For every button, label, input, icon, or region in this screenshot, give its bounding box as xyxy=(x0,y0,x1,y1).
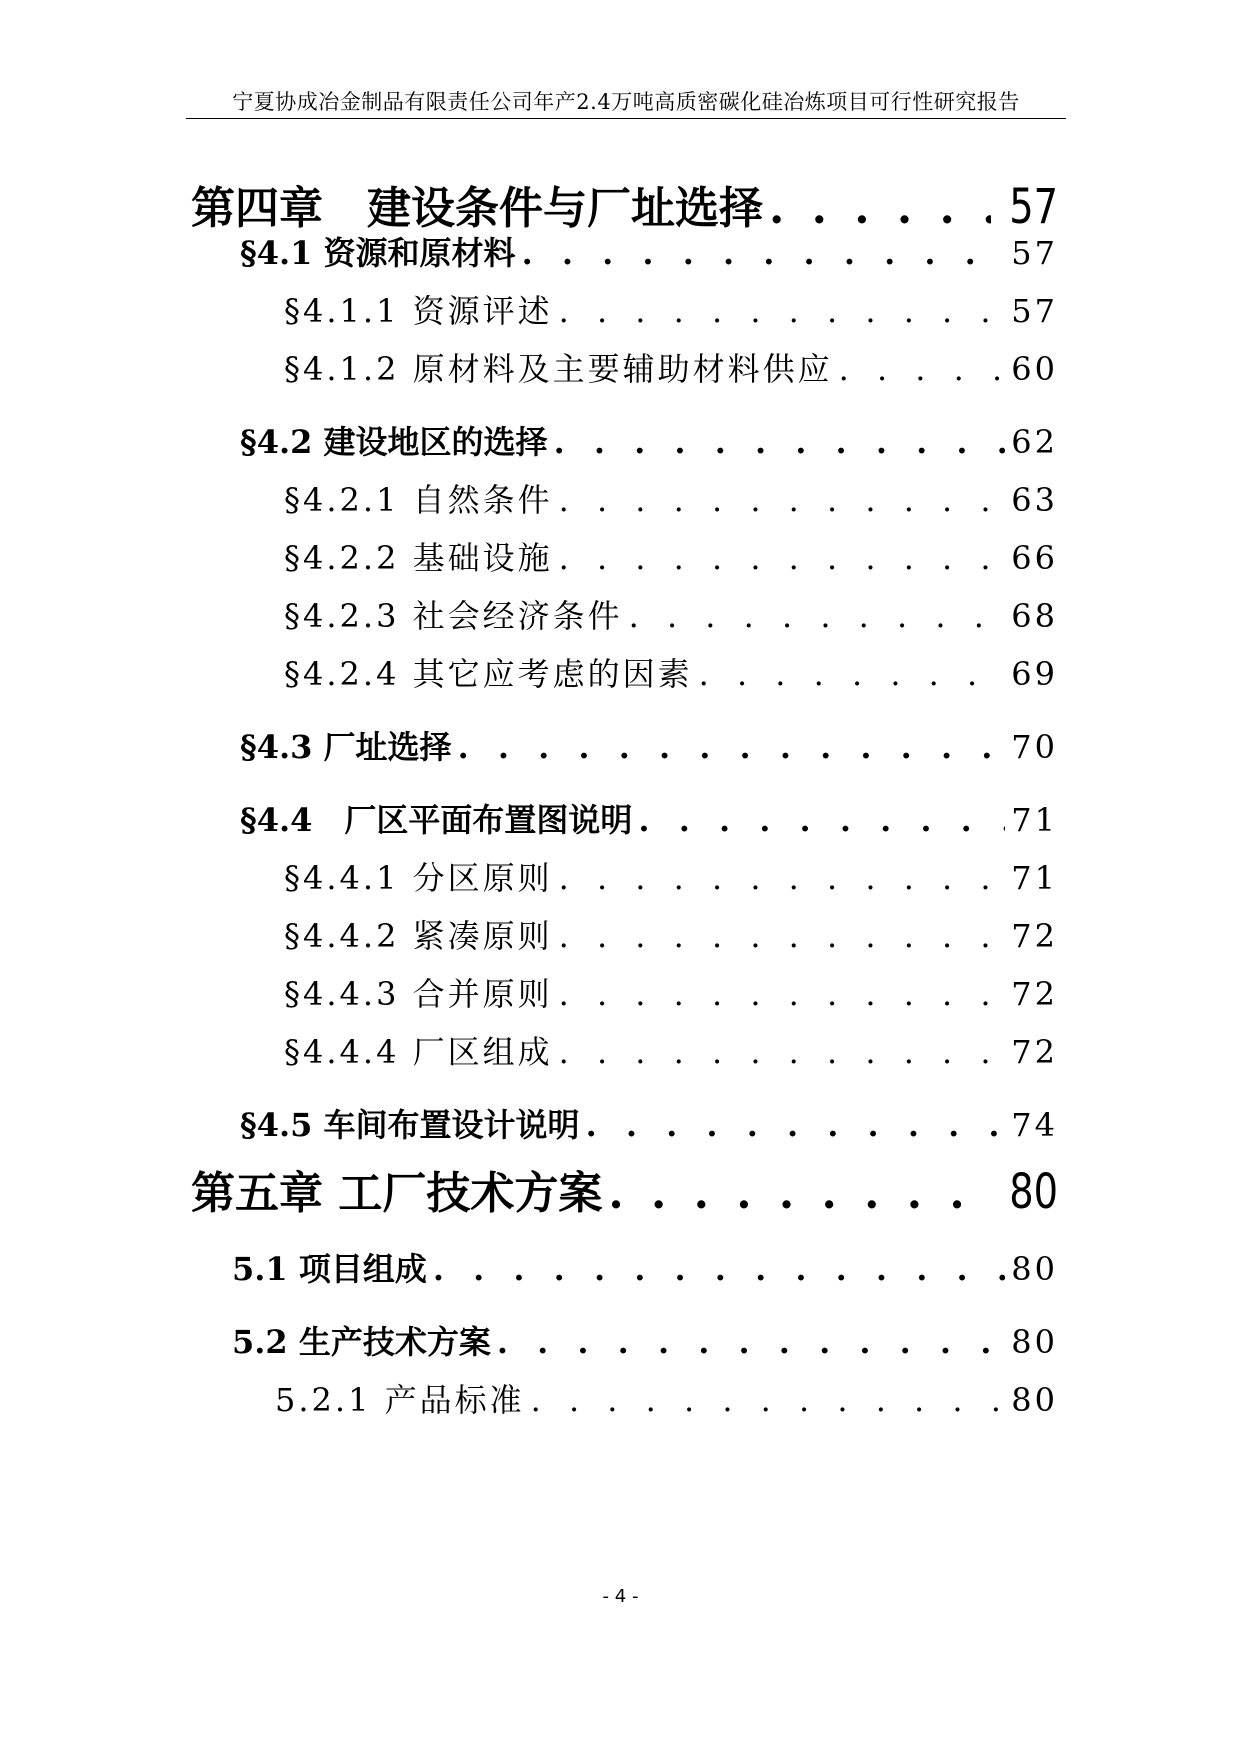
dot-leader xyxy=(531,1381,1006,1419)
toc-label: §4.1.2 原材料及主要辅助材料供应 xyxy=(284,350,833,388)
toc-page-number: 57 xyxy=(1011,234,1058,272)
toc-sub-4-2-4[interactable] xyxy=(284,649,1058,693)
toc-label: 5.1 项目组成 xyxy=(232,1250,427,1288)
toc-page-number: 66 xyxy=(1011,539,1058,577)
toc-section-4-1[interactable] xyxy=(240,228,1058,272)
toc-page-number: 80 xyxy=(1011,1250,1058,1288)
toc-sub-5-2-1[interactable] xyxy=(275,1375,1058,1419)
toc-page-number: 57 xyxy=(1009,179,1058,235)
toc-section-4-5[interactable] xyxy=(240,1100,1058,1144)
dot-leader xyxy=(839,350,1006,388)
toc-page-number: 70 xyxy=(1011,728,1058,766)
dot-leader xyxy=(554,423,1006,461)
dot-leader xyxy=(769,183,991,234)
toc-page-number: 71 xyxy=(1011,859,1058,897)
toc-page-number: 57 xyxy=(1011,292,1058,330)
dot-leader xyxy=(559,1033,1006,1071)
toc-page-number: 72 xyxy=(1011,917,1058,955)
toc-page-number: 74 xyxy=(1011,1106,1058,1144)
toc-label: §4.4.3 合并原则 xyxy=(284,975,553,1013)
running-header: 宁夏协成冶金制品有限责任公司年产2.4万吨高质密碳化硅冶炼项目可行性研究报告 xyxy=(232,90,1020,114)
toc-chapter-5[interactable] xyxy=(191,1157,1058,1220)
dot-leader xyxy=(458,728,1006,766)
toc-label: §4.1.1 资源评述 xyxy=(284,292,553,330)
toc-label: §4.5 车间布置设计说明 xyxy=(240,1106,580,1144)
toc-label: §4.2.2 基础设施 xyxy=(284,539,553,577)
toc-page-number: 80 xyxy=(1011,1323,1058,1361)
toc-label: 第五章 工厂技术方案 xyxy=(191,1168,603,1219)
toc-page-number: 60 xyxy=(1011,350,1058,388)
dot-leader xyxy=(559,481,1006,519)
toc-sub-4-4-4[interactable] xyxy=(284,1027,1058,1071)
toc-chapter-4[interactable] xyxy=(191,172,1058,235)
toc-section-4-3[interactable] xyxy=(240,722,1058,766)
dot-leader xyxy=(586,1106,1006,1144)
page-number-footer: - 4 - xyxy=(602,1586,639,1607)
toc-label: 第四章 建设条件与厂址选择 xyxy=(191,183,763,234)
dot-leader xyxy=(559,917,1006,955)
toc-label: §4.2.4 其它应考虑的因素 xyxy=(284,655,693,693)
toc-page-number: 63 xyxy=(1011,481,1058,519)
toc-label: §4.2 建设地区的选择 xyxy=(240,423,548,461)
toc-label: §4.4 厂区平面布置图说明 xyxy=(240,801,633,839)
toc-sub-4-4-2[interactable] xyxy=(284,911,1058,955)
dot-leader xyxy=(559,292,1006,330)
dot-leader xyxy=(433,1250,1005,1288)
toc-sub-4-2-3[interactable] xyxy=(284,591,1058,635)
toc-label: §4.4.1 分区原则 xyxy=(284,859,553,897)
toc-label: §4.2.1 自然条件 xyxy=(284,481,553,519)
toc-label: §4.2.3 社会经济条件 xyxy=(284,597,623,635)
toc-page-number: 71 xyxy=(1011,801,1058,839)
dot-leader xyxy=(559,859,1006,897)
toc-page-number: 62 xyxy=(1011,423,1058,461)
toc-section-4-4[interactable] xyxy=(240,795,1058,839)
dot-leader xyxy=(638,801,1005,839)
toc-sub-4-2-1[interactable] xyxy=(284,475,1058,519)
toc-sub-4-2-2[interactable] xyxy=(284,533,1058,577)
toc-label: 5.2 生产技术方案 xyxy=(232,1323,491,1361)
toc-page-number: 69 xyxy=(1011,655,1058,693)
toc-sub-4-1-2[interactable] xyxy=(284,344,1058,388)
dot-leader xyxy=(629,597,1006,635)
dot-leader xyxy=(522,234,1006,272)
toc-label: §4.4.4 厂区组成 xyxy=(284,1033,553,1071)
toc-page-number: 72 xyxy=(1011,975,1058,1013)
toc-section-5-1[interactable] xyxy=(232,1244,1058,1288)
toc-section-5-2[interactable] xyxy=(232,1317,1058,1361)
dot-leader xyxy=(559,539,1006,577)
header-rule xyxy=(186,118,1066,119)
toc-sub-4-4-3[interactable] xyxy=(284,969,1058,1013)
dot-leader xyxy=(497,1323,1005,1361)
toc-label: §4.4.2 紧凑原则 xyxy=(284,917,553,955)
toc-label: §4.3 厂址选择 xyxy=(240,728,452,766)
toc-sub-4-1-1[interactable] xyxy=(284,286,1058,330)
toc-page-number: 80 xyxy=(1011,1381,1058,1419)
toc-label: 5.2.1 产品标准 xyxy=(275,1381,525,1419)
dot-leader xyxy=(608,1168,991,1219)
dot-leader xyxy=(559,975,1006,1013)
toc-section-4-2[interactable] xyxy=(240,417,1058,461)
dot-leader xyxy=(699,655,1006,693)
toc-sub-4-4-1[interactable] xyxy=(284,853,1058,897)
toc-page-number: 68 xyxy=(1011,597,1058,635)
toc-page-number: 72 xyxy=(1011,1033,1058,1071)
toc-page-number: 80 xyxy=(1009,1164,1058,1220)
toc-label: §4.1 资源和原材料 xyxy=(240,234,516,272)
